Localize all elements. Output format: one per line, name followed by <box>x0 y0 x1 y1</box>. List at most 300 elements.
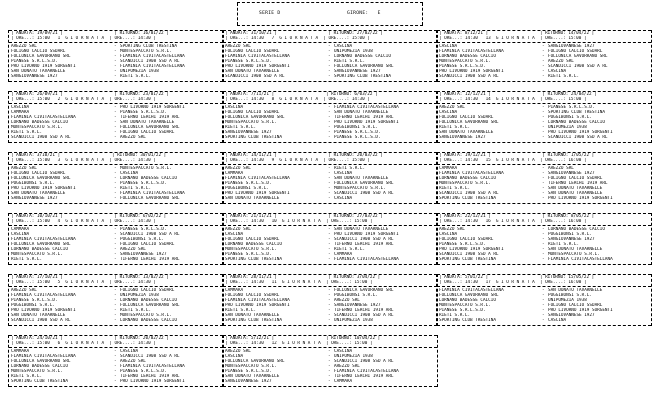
home-team: PIANESE S.R.L.S.D. <box>11 59 58 64</box>
match-dash: - <box>542 303 545 308</box>
home-team: PRO LIVORNO 1919 SORGENTI <box>439 247 504 252</box>
match-dash: - <box>328 354 331 359</box>
away-team: PRO LIVORNO 1919 SORGENTI <box>548 130 613 135</box>
round-time-line: | ORE...: 14:30 13 G I O R N A T A | ORE....: 15:00 | <box>439 36 587 41</box>
away-team: FLAMINIA CIVITACASTELLANA <box>120 54 185 59</box>
match-dash: - <box>114 196 117 201</box>
round-header-line: | ANDATA: 8/12/21 | | RITORNO: 14/04/22 | <box>439 31 595 36</box>
match-dash: - <box>114 349 117 354</box>
match-dash: - <box>114 69 117 74</box>
away-team: SANGIOVANNESE 1927 <box>120 252 167 257</box>
away-team: FOLLONICA GAVORRANO SRL <box>120 196 180 201</box>
home-team: LORNANO BADESSE CALCIO <box>11 364 68 369</box>
away-team: TIFERNO LERCHI 1919 ARL <box>548 181 608 186</box>
away-team: SAN DONATO TAVARNELLE <box>548 186 603 191</box>
home-team: SAN DONATO TAVARNELLE <box>225 69 280 74</box>
home-team: SPORTING CLUB TRESTINA <box>225 318 282 323</box>
match-dash: - <box>328 171 331 176</box>
away-team: POGGIBONSI S.R.L. <box>334 125 378 130</box>
home-team: PRO LIVORNO 1919 SORGENTI <box>225 64 290 69</box>
home-team: SANGIOVANNESE 1927 <box>439 135 486 140</box>
home-team: FLAMINIA CIVITACASTELLANA <box>439 49 504 54</box>
match-dash: - <box>542 227 545 232</box>
home-team: PIANESE S.R.L.S.D. <box>439 64 486 69</box>
away-team: SAN DONATO TAVARNELLE <box>334 227 389 232</box>
away-team: POGGIBONSI S.R.L. <box>334 293 378 298</box>
away-team: UNIPOMEZIA 1938 <box>334 49 373 54</box>
home-team: RIETI S.R.L. <box>11 374 43 379</box>
away-team: SANGIOVANNESE 1927 <box>548 313 595 318</box>
away-team: RIETI S.R.L. <box>334 59 366 64</box>
home-team: FLAMINIA CIVITACASTELLANA <box>225 54 290 59</box>
round-header-line: | ANDATA: 3/10/21 | | RITORNO: 30/01/22 | <box>11 153 167 158</box>
round-card <box>222 274 438 326</box>
home-team: SANGIOVANNESE 1927 <box>11 196 58 201</box>
match-dash: - <box>114 59 117 64</box>
match-dash: - <box>542 196 545 201</box>
home-team: FLAMINIA CIVITACASTELLANA <box>225 176 290 181</box>
match-dash: - <box>542 186 545 191</box>
match-dash: - <box>114 252 117 257</box>
home-team: MONTESPACCATO S.R.L. <box>11 252 63 257</box>
match-dash: - <box>114 364 117 369</box>
home-team: SPORTING CLUB TRESTINA <box>225 257 282 262</box>
away-team: POGGIBONSI S.R.L. <box>548 293 592 298</box>
match-dash: - <box>114 135 117 140</box>
match-dash: - <box>542 49 545 54</box>
match-dash: - <box>328 247 331 252</box>
away-team: PRO LIVORNO 1919 SORGENTI <box>120 105 185 110</box>
match-dash: - <box>328 303 331 308</box>
match-row <box>9 74 223 79</box>
away-team: PIANESE S.R.L.S.D. <box>334 130 381 135</box>
away-team: UNIPOMEZIA 1938 <box>548 125 587 130</box>
home-team: FOLIGNO CALCIO SSDARL <box>225 49 280 54</box>
away-team: SCANDICCI 1908 SSD A RL <box>120 232 180 237</box>
match-dash: - <box>114 64 117 69</box>
home-team: PIANESE S.R.L.S.D. <box>225 252 272 257</box>
away-team: LORNANO BADESSE CALCIO <box>548 120 605 125</box>
round-card <box>222 335 438 387</box>
match-row <box>437 257 651 262</box>
round-header-line: | ANDATA: 7/11/21 | | RITORNO: 6/03/22 | <box>225 92 378 97</box>
away-team: FLAMINIA CIVITACASTELLANA <box>120 191 185 196</box>
home-team: AREZZO SRL <box>225 166 251 171</box>
match-dash: - <box>328 237 331 242</box>
away-team: FLAMINIA CIVITACASTELLANA <box>120 364 185 369</box>
match-dash: - <box>542 115 545 120</box>
away-team: SAN DONATO TAVARNELLE <box>120 120 175 125</box>
home-team: AREZZO SRL <box>11 288 37 293</box>
away-team: FOLIGNO CALCIO SSDARL <box>120 242 175 247</box>
away-team: CASCINA <box>334 349 353 354</box>
match-dash: - <box>542 318 545 323</box>
away-team: AREZZO SRL <box>548 166 574 171</box>
match-dash: - <box>542 130 545 135</box>
round-time-line: | ORE...: 14:30 14 G I O R N A T A | ORE....: 15:00 | <box>439 97 587 102</box>
round-header-line: | ANDATA: 10/10/21 | | RITORNO: 6/02/22 | <box>11 214 167 219</box>
round-time-line: | ORE...: 14:30 7 G I O R N A T A | ORE....: 15:00 | <box>225 36 370 41</box>
match-dash: - <box>114 54 117 59</box>
match-dash: - <box>328 166 331 171</box>
away-team: SCANDICCI 1908 SSD A RL <box>334 359 394 364</box>
match-row <box>223 74 437 79</box>
round-card <box>8 152 224 204</box>
match-row <box>223 135 437 140</box>
home-team: POGGIBONSI S.R.L. <box>11 181 55 186</box>
away-team: AREZZO SRL <box>334 364 360 369</box>
away-team: SCANDICCI 1908 SSD A RL <box>334 237 394 242</box>
round-time-line: | ORE...: 14:30 10 G I O R N A T A | ORE....: 15:00 | <box>225 219 373 224</box>
round-time-line: | ORE...: 14:30 8 G I O R N A T A | ORE....: 14:30 | <box>225 97 370 102</box>
home-team: LORNANO BADESSE CALCIO <box>225 242 282 247</box>
home-team: MONTESPACCATO S.R.L. <box>225 120 277 125</box>
away-team: PIANESE S.R.L.S.D. <box>120 369 167 374</box>
match-row <box>223 196 437 201</box>
match-dash: - <box>114 374 117 379</box>
away-team: UNIPOMEZIA 1938 <box>548 298 587 303</box>
round-card <box>222 91 438 143</box>
match-dash: - <box>328 49 331 54</box>
away-team: SAN DONATO TAVARNELLE <box>334 110 389 115</box>
home-team: FOLLONICA GAVORRANO SRL <box>11 242 71 247</box>
round-header-line: | ANDATA: 19/12/21 | | RITORNO: 1/05/22 | <box>439 153 595 158</box>
round-card <box>436 30 652 82</box>
home-team: FLAMINIA CIVITACASTELLANA <box>225 298 290 303</box>
home-team: FOLIGNO CALCIO SSDARL <box>225 110 280 115</box>
home-team: SCANDICCI 1908 SSD A RL <box>439 74 499 79</box>
match-dash: - <box>328 313 331 318</box>
round-header-line: | ANDATA: 5/01/22 | | RITORNO: 15/05/22 | <box>439 275 595 280</box>
round-card <box>8 30 224 82</box>
away-team: SANGIOVANNESE 1927 <box>334 303 381 308</box>
match-dash: - <box>542 298 545 303</box>
away-team: SAN DONATO TAVARNELLE <box>548 191 603 196</box>
home-team: SAN DONATO TAVARNELLE <box>225 374 280 379</box>
match-dash: - <box>114 181 117 186</box>
match-dash: - <box>328 130 331 135</box>
away-team: FOLIGNO CALCIO SSDARL <box>120 288 175 293</box>
home-team: AREZZO SRL <box>439 227 465 232</box>
home-team: PRO LIVORNO 1919 SORGENTI <box>11 64 76 69</box>
round-header-line: | ANDATA: 24/10/21 | | RITORNO: 20/02/22 | <box>11 336 169 341</box>
away-team: SANGIOVANNESE 1927 <box>548 171 595 176</box>
match-dash: - <box>328 181 331 186</box>
home-team: FLAMINIA CIVITACASTELLANA <box>439 288 504 293</box>
match-dash: - <box>114 186 117 191</box>
home-team: RIETI S.R.L. <box>439 313 471 318</box>
home-team: SAN DONATO TAVARNELLE <box>11 69 66 74</box>
away-team: SAN DONATO TAVARNELLE <box>334 176 389 181</box>
match-row <box>437 196 651 201</box>
round-card <box>436 213 652 265</box>
home-team: RIETI S.R.L. <box>439 125 471 130</box>
match-dash: - <box>328 318 331 323</box>
match-dash: - <box>542 69 545 74</box>
match-dash: - <box>114 313 117 318</box>
match-dash: - <box>542 242 545 247</box>
away-team: LORNANO BADESSE CALCIO <box>120 298 177 303</box>
away-team: FOLLONICA GAVORRANO SRL <box>120 303 180 308</box>
home-team: FLAMINIA CIVITACASTELLANA <box>439 171 504 176</box>
home-team: SPORTING CLUB TRESTINA <box>11 379 68 384</box>
match-dash: - <box>328 196 331 201</box>
home-team: PRO LIVORNO 1919 SORGENTI <box>225 191 290 196</box>
away-team: FLAMINIA CIVITACASTELLANA <box>120 64 185 69</box>
away-team: FLAMINIA CIVITACASTELLANA <box>548 257 613 262</box>
match-dash: - <box>114 120 117 125</box>
match-dash: - <box>328 110 331 115</box>
match-dash: - <box>328 257 331 262</box>
round-time-line: | ORE...: 15:00 3 G I O R N A T A | ORE....: 14:30 | <box>11 158 156 163</box>
serie-label: SERIE D <box>259 11 281 16</box>
round-header-line: | ANDATA: 14/11/21 | | RITORNO: 20/03/22 | <box>225 153 383 158</box>
away-team: RIETI S.R.L. <box>120 308 152 313</box>
away-team: SCANDICCI 1908 SSD A RL <box>548 64 608 69</box>
away-team: TIFERNO LERCHI 1919 ARL <box>120 257 180 262</box>
home-team: AREZZO SRL <box>439 105 465 110</box>
home-team: FLAMINIA CIVITACASTELLANA <box>11 293 76 298</box>
away-team: CAMMARA <box>334 379 353 384</box>
home-team: FOLLONICA GAVORRANO SRL <box>439 293 499 298</box>
home-team: AREZZO SRL <box>11 166 37 171</box>
match-dash: - <box>328 186 331 191</box>
home-team: FOLIGNO CALCIO SSDARL <box>225 237 280 242</box>
match-dash: - <box>328 374 331 379</box>
home-team: SAN DONATO TAVARNELLE <box>11 191 66 196</box>
home-team: RIETI S.R.L. <box>225 125 257 130</box>
home-team: LORNANO BADESSE CALCIO <box>11 247 68 252</box>
away-team: AREZZO SRL <box>548 59 574 64</box>
home-team: FOLIGNO CALCIO SSDARL <box>11 49 66 54</box>
away-team: PRO LIVORNO 1919 SORGENTI <box>548 308 613 313</box>
home-team: CASCINA <box>439 232 458 237</box>
home-team: FLAMINIA CIVITACASTELLANA <box>11 115 76 120</box>
away-team: CASCINA <box>120 171 139 176</box>
home-team: CAMMARA <box>11 227 30 232</box>
match-dash: - <box>114 237 117 242</box>
home-team: LORNANO BADESSE CALCIO <box>439 298 496 303</box>
match-row <box>9 135 223 140</box>
match-dash: - <box>542 110 545 115</box>
away-team: CAMMARA <box>334 252 353 257</box>
away-team: FOLIGNO CALCIO SSDARL <box>120 130 175 135</box>
home-team: FOLLONICA GAVORRANO SRL <box>11 54 71 59</box>
match-dash: - <box>542 105 545 110</box>
away-team: AREZZO SRL <box>120 135 146 140</box>
home-team: PIANESE S.R.L.S.D. <box>439 242 486 247</box>
round-time-line: | ORE...: 14:30 15 G I O R N A T A | ORE....: 16:00 | <box>439 158 587 163</box>
match-dash: - <box>328 135 331 140</box>
match-dash: - <box>328 379 331 384</box>
home-team: MONTESPACCATO S.R.L. <box>225 247 277 252</box>
away-team: FLAMINIA CIVITACASTELLANA <box>334 257 399 262</box>
home-team: PRO LIVORNO 1919 SORGENTI <box>11 186 76 191</box>
home-team: CASCINA <box>439 110 458 115</box>
away-team: FLAMINIA CIVITACASTELLANA <box>334 105 399 110</box>
home-team: FOLLONICA GAVORRANO SRL <box>225 359 285 364</box>
match-dash: - <box>542 125 545 130</box>
match-dash: - <box>328 288 331 293</box>
match-dash: - <box>328 125 331 130</box>
round-header-line: | ANDATA: 31/10/21 | | RITORNO: 27/02/22 | <box>225 31 383 36</box>
away-team: PRO LIVORNO 1919 SORGENTI <box>334 232 399 237</box>
away-team: RIETI S.R.L. <box>334 166 366 171</box>
away-team: PRO LIVORNO 1919 SORGENTI <box>120 379 185 384</box>
home-team: SAN DONATO TAVARNELLE <box>11 313 66 318</box>
match-dash: - <box>542 247 545 252</box>
home-team: SPORTING CLUB TRESTINA <box>439 196 496 201</box>
away-team: MONTESPACCATO S.R.L. <box>120 166 172 171</box>
round-card <box>222 152 438 204</box>
home-team: SPORTING CLUB TRESTINA <box>439 318 496 323</box>
home-team: SAN DONATO TAVARNELLE <box>225 313 280 318</box>
home-team: POGGIBONSI S.R.L. <box>225 186 269 191</box>
away-team: CASCINA <box>334 171 353 176</box>
round-card <box>436 152 652 204</box>
away-team: MONTESPACCATO S.R.L. <box>548 252 600 257</box>
home-team: MONTESPACCATO S.R.L. <box>439 59 491 64</box>
home-team: PIANESE S.R.L.S.D. <box>225 181 272 186</box>
away-team: TIFERNO LERCHI 1919 ARL <box>334 115 394 120</box>
match-row <box>223 379 437 384</box>
match-dash: - <box>542 171 545 176</box>
away-team: MONTESPACCATO S.R.L. <box>120 49 172 54</box>
away-team: TIFERNO LERCHI 1919 ARL <box>120 115 180 120</box>
round-card <box>8 91 224 143</box>
away-team: SPORTING CLUB TRESTINA <box>334 74 391 79</box>
away-team: SPORTING CLUB TRESTINA <box>120 44 177 49</box>
match-row <box>9 318 223 323</box>
round-time-line: | ORE...: 15:00 2 G I O R N A T A | ORE....: 14:30 | <box>11 97 156 102</box>
round-card <box>222 30 438 82</box>
home-team: RIETI S.R.L. <box>11 257 43 262</box>
away-team: LORNANO BADESSE CALCIO <box>120 318 177 323</box>
round-card <box>8 213 224 265</box>
home-team: PIANESE S.R.L.S.D. <box>11 298 58 303</box>
match-dash: - <box>114 257 117 262</box>
home-team: LORNANO BADESSE CALCIO <box>11 120 68 125</box>
home-team: MONTESPACCATO S.R.L. <box>439 181 491 186</box>
round-time-line: | ORE...: 14:30 16 G I O R N A T A | ORE....: 16:00 | <box>439 219 587 224</box>
match-row <box>437 74 651 79</box>
match-row <box>9 257 223 262</box>
home-team: LORNANO BADESSE CALCIO <box>439 54 496 59</box>
match-dash: - <box>328 298 331 303</box>
match-dash: - <box>114 293 117 298</box>
match-dash: - <box>114 379 117 384</box>
round-time-line: | ORE...: 15:00 6 G I O R N A T A | ORE....: 14:30 | <box>11 341 156 346</box>
match-dash: - <box>328 359 331 364</box>
away-team: SANGIOVANNESE 1927 <box>334 69 381 74</box>
away-team: PIANESE S.R.L.S.D. <box>548 105 595 110</box>
match-dash: - <box>542 288 545 293</box>
away-team: PIANESE S.R.L.S.D. <box>120 110 167 115</box>
match-dash: - <box>542 166 545 171</box>
home-team: FOLIGNO CALCIO SSDARL <box>11 171 66 176</box>
home-team: AREZZO SRL <box>225 227 251 232</box>
home-team: RIETI S.R.L. <box>11 130 43 135</box>
match-dash: - <box>114 176 117 181</box>
away-team: MONTESPACCATO S.R.L. <box>120 313 172 318</box>
match-dash: - <box>542 232 545 237</box>
away-team: UNIPOMEZIA 1938 <box>334 318 373 323</box>
home-team: SANGIOVANNESE 1927 <box>225 130 272 135</box>
away-team: FOLIGNO CALCIO SSDARL <box>548 49 603 54</box>
round-header-line: | ANDATA: 5/12/21 | | RITORNO: 10/04/22 | <box>225 336 381 341</box>
round-header-line: | ANDATA: 21/11/21 | | RITORNO: 27/03/22 | <box>225 214 383 219</box>
home-team: FOLIGNO CALCIO SSDARL <box>439 237 494 242</box>
match-dash: - <box>114 130 117 135</box>
away-team: UNIPOMEZIA 1938 <box>120 293 159 298</box>
home-team: CASCINA <box>225 354 244 359</box>
round-card <box>436 274 652 326</box>
round-card <box>8 274 224 326</box>
match-dash: - <box>328 369 331 374</box>
away-team: FOLLONICA GAVORRANO SRL <box>120 125 180 130</box>
home-team: CAMMARA <box>439 166 458 171</box>
away-team: AREZZO SRL <box>334 298 360 303</box>
match-dash: - <box>542 313 545 318</box>
match-dash: - <box>114 369 117 374</box>
match-dash: - <box>328 176 331 181</box>
home-team: SCANDICCI 1908 SSD A RL <box>439 252 499 257</box>
match-dash: - <box>542 74 545 79</box>
away-team: CASCINA <box>548 318 567 323</box>
home-team: FLAMINIA CIVITACASTELLANA <box>11 237 76 242</box>
round-header-line: | ANDATA: 28/11/21 | | RITORNO: 3/04/22 | <box>225 275 381 280</box>
home-team: SCANDICCI 1908 SSD A RL <box>225 74 285 79</box>
away-team: SAN DONATO TAVARNELLE <box>548 247 603 252</box>
home-team: AREZZO SRL <box>11 44 37 49</box>
away-team: PIANESE S.R.L.S.D. <box>120 181 167 186</box>
home-team: MONTESPACCATO S.R.L. <box>225 364 277 369</box>
match-dash: - <box>114 318 117 323</box>
away-team: AREZZO SRL <box>120 359 146 364</box>
match-row <box>223 318 437 323</box>
match-dash: - <box>328 59 331 64</box>
home-team: SPORTING CLUB TRESTINA <box>225 135 282 140</box>
match-dash: - <box>114 308 117 313</box>
match-dash: - <box>114 105 117 110</box>
match-dash: - <box>328 74 331 79</box>
away-team: RIETI S.R.L. <box>334 247 366 252</box>
home-team: CAMMARA <box>11 349 30 354</box>
away-team: SANGIOVANNESE 1927 <box>548 44 595 49</box>
away-team: SAN DONATO TAVARNELLE <box>548 288 603 293</box>
home-team: CASCINA <box>225 105 244 110</box>
away-team: RIETI S.R.L. <box>120 186 152 191</box>
match-dash: - <box>542 64 545 69</box>
away-team: CASCINA <box>548 69 567 74</box>
round-time-line: | ORE...: 15:00 5 G I O R N A T A | ORE....: 14:30 | <box>11 280 156 285</box>
match-dash: - <box>542 59 545 64</box>
round-time-line: | ORE...: 14:30 17 G I O R N A T A | ORE....: 16:00 | <box>439 280 587 285</box>
away-team: LORNANO BADESSE CALCIO <box>120 176 177 181</box>
match-dash: - <box>542 181 545 186</box>
home-team: SCANDICCI 1908 SSD A RL <box>11 135 71 140</box>
away-team: FLAMINIA CIVITACASTELLANA <box>334 369 399 374</box>
away-team: TIFERNO LERCHI 1919 ARL <box>334 242 394 247</box>
round-card <box>222 213 438 265</box>
round-time-line: | ORE...: 15:00 4 G I O R N A T A | ORE....: 14:30 | <box>11 219 156 224</box>
match-dash: - <box>328 293 331 298</box>
home-team: SAN DONATO TAVARNELLE <box>439 130 494 135</box>
match-dash: - <box>114 303 117 308</box>
home-team: CAMMARA <box>225 288 244 293</box>
home-team: FOLLONICA GAVORRANO SRL <box>11 176 71 181</box>
home-team: CAMMARA <box>11 110 30 115</box>
